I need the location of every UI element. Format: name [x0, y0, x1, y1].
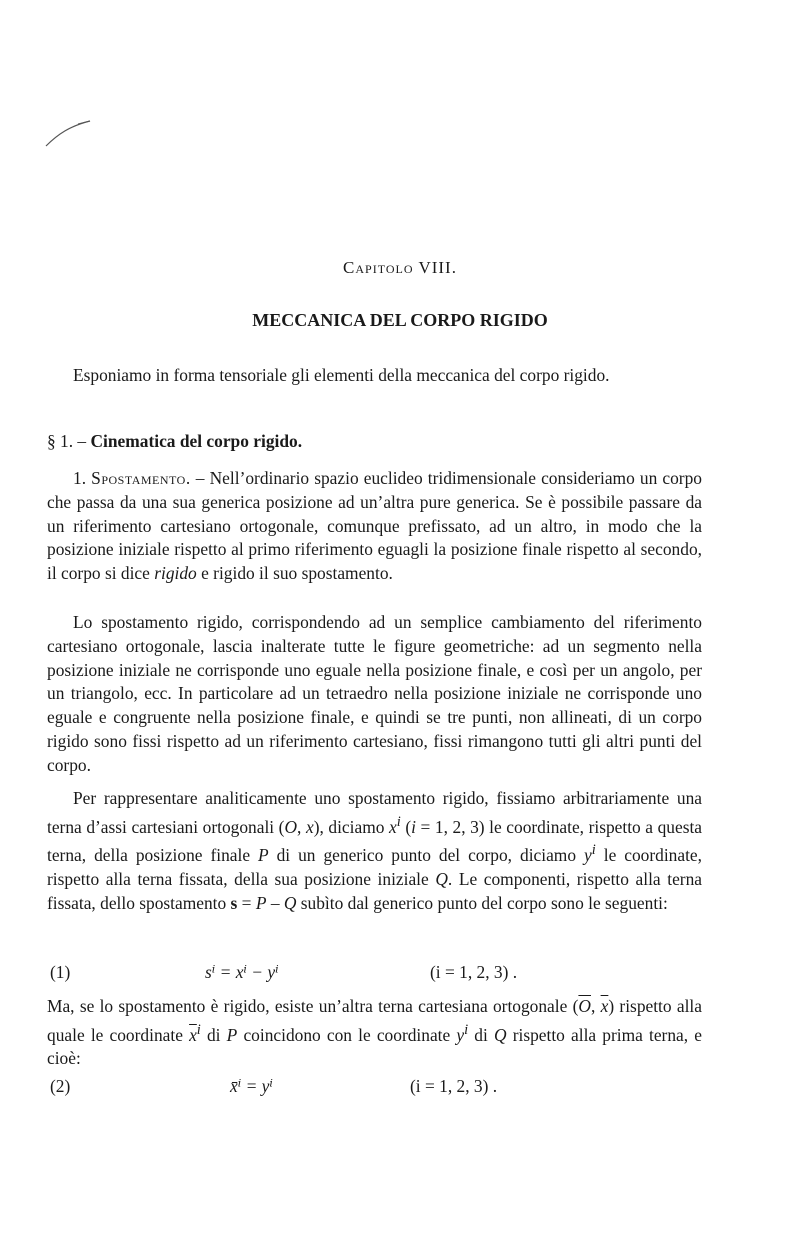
equation-formula: x̄ⁱ = yⁱ: [230, 1076, 273, 1096]
math-x: x: [389, 816, 397, 837]
paragraph-text: Lo spostamento rigido, corrispondendo ad un semplice cambiamento del riferimento cartesiano ortogonale, lascia inalterate tutte le figure geometriche: ad un segmento nella posizione iniziale ne corrisponde uno eguale nella posizione finale, e così per un angolo, per un triangolo, ecc. In particolare ad un tetraedro nella posizione iniziale ne corrisponde uno eguale e congruente nella posizione finale, e quindi se tre punti, non allineati, di un corpo rigido sono fissi rispetto ad un riferimento cartesiano, fissi rimangono tutti gli altri punti del corpo.: [47, 612, 702, 775]
chapter-number: VIII.: [418, 258, 457, 277]
section-heading: [47, 431, 702, 452]
section-title: Cinematica del corpo rigido.: [90, 431, 303, 451]
paragraph-text-b: e rigido il suo spostamento.: [196, 563, 393, 584]
chapter-heading: [0, 258, 800, 278]
math-O-bar: $\overline{O}$: [578, 996, 591, 1016]
math-i: i: [411, 816, 416, 837]
equation-1: [47, 962, 702, 988]
pencil-mark-icon: [40, 112, 100, 152]
math-x: x: [305, 816, 314, 837]
text-run: ), diciamo: [313, 816, 389, 837]
text-run: Per rappresentare analiticamente uno spostamento rigido, fissiamo arbitrariamente una terna d’assi cartesiani ortogonali (: [47, 788, 702, 837]
math-superscript: i: [196, 1021, 201, 1038]
paragraph-spostamento: [47, 467, 702, 586]
math-Q: Q: [435, 868, 448, 889]
text-run: –: [266, 892, 284, 913]
chapter-label: Capitolo: [343, 258, 414, 277]
equation-2: [47, 1076, 702, 1102]
text-run: coincidono con le coordinate: [237, 1024, 457, 1045]
text-run: = 1, 2, 3) le coordinate, rispetto a questa terna, della posizione finale: [47, 816, 703, 866]
text-run: . Le componenti, rispetto alla terna fissata, dello spostamento: [47, 868, 702, 913]
math-s: s: [230, 892, 238, 913]
text-run: di: [468, 1024, 494, 1045]
math-y: y: [584, 845, 592, 866]
math-y: y: [456, 1024, 465, 1045]
text-run: rispetto alla prima terna, e cioè:: [47, 1024, 702, 1069]
text-run: Ma, se lo spostamento è rigido, esiste un’altra terna cartesiana ortogonale (: [47, 996, 579, 1016]
text-run: ) rispetto alla quale le coordinate: [47, 996, 702, 1045]
section-symbol: § 1. –: [47, 431, 87, 451]
heading-dash: –: [190, 468, 210, 488]
text-run: di: [200, 1024, 227, 1045]
text-run: (: [400, 816, 412, 837]
equation-formula: sⁱ = xⁱ − yⁱ: [205, 962, 279, 982]
intro-text: Esponiamo in forma tensoriale gli elementi della meccanica del corpo rigido.: [73, 365, 610, 385]
math-P: P: [226, 1024, 238, 1045]
math-P: P: [255, 892, 267, 913]
paragraph-text-a: Nell’ordinario spazio euclideo tridimensionale consideriamo un corpo che passa da una sua generica posizione ad un’altra pure generica. Se è possibile passare da un riferimento cartesiano ortogonale, comunque prefissato, ad un altro, in modo che la posizione iniziale rispetto al primo riferimento eguagli la posizione finale rispetto al secondo, il corpo si dice: [47, 468, 702, 584]
paragraph-spostamento-rigido: [47, 611, 702, 778]
math-Q: Q: [283, 892, 297, 913]
math-superscript: i: [591, 842, 596, 859]
math-O: O: [284, 816, 298, 837]
paragraph-rappresentazione: [47, 787, 702, 916]
emphasis-rigido: rigido: [154, 563, 197, 584]
text-run: ,: [590, 996, 601, 1016]
paragraph-terna: [47, 995, 702, 1071]
text-run: ,: [297, 816, 306, 837]
math-x-bar: $\overline{x}$: [600, 996, 609, 1016]
chapter-title: MECCANICA DEL CORPO RIGIDO: [252, 310, 548, 330]
math-x-bar: $\overline{x}$: [189, 1024, 197, 1045]
paragraph-heading: Spostamento.: [91, 468, 191, 488]
intro-paragraph: [47, 364, 702, 388]
equation-condition: (i = 1, 2, 3) .: [410, 1076, 498, 1096]
text-run: di un generico punto del corpo, diciamo: [268, 845, 584, 866]
text-run: =: [237, 892, 256, 913]
paragraph-number: 1.: [73, 468, 87, 488]
equation-number: (2): [50, 1076, 71, 1096]
math-Q: Q: [494, 1024, 507, 1045]
equation-condition: (i = 1, 2, 3) .: [430, 962, 518, 982]
math-P: P: [258, 845, 269, 866]
text-run: subìto dal generico punto del corpo sono le seguenti:: [296, 892, 668, 913]
equation-number: (1): [50, 962, 71, 982]
math-superscript: i: [464, 1021, 469, 1038]
math-superscript: i: [396, 813, 401, 830]
text-run: le coordinate, rispetto alla terna fissata, della sua posizione iniziale: [47, 845, 702, 889]
